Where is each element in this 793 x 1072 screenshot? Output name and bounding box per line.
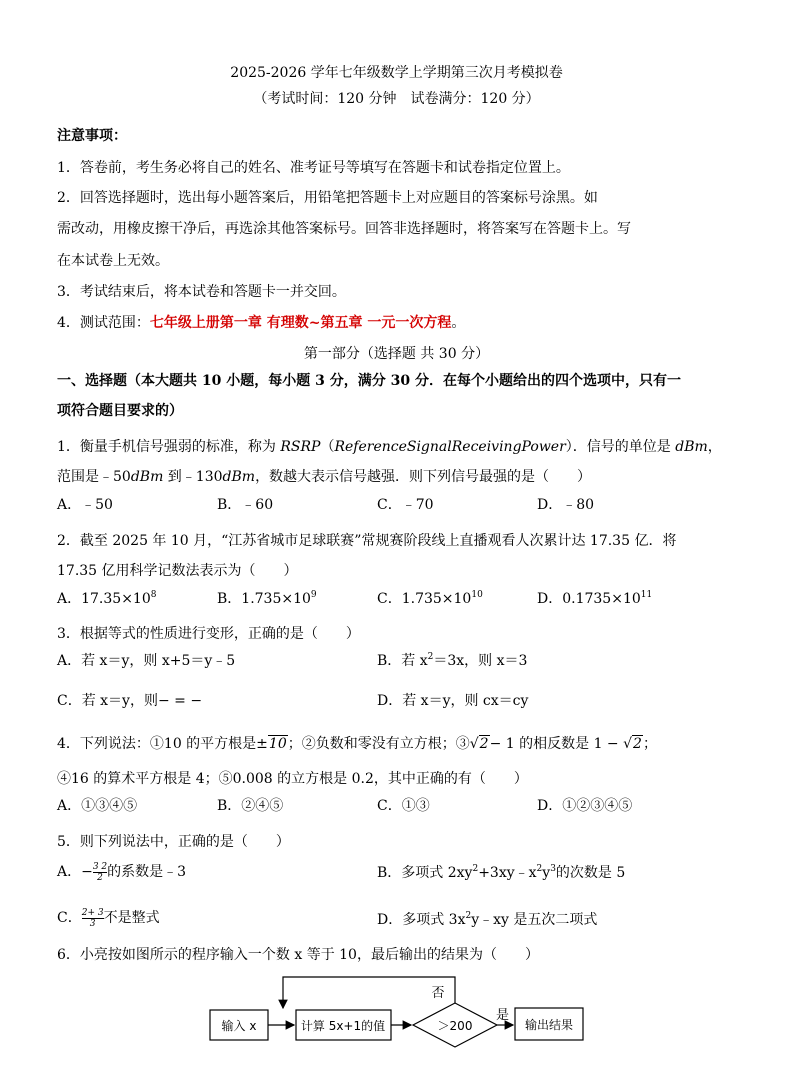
note-2-line2: 需改动，用橡皮擦干净后，再选涂其他答案标号。回答非选择题时，将答案写在答题卡上。写 xyxy=(57,221,631,237)
test-range: 七年级上册第一章 有理数~第五章 一元一次方程 xyxy=(149,315,452,331)
output-label: 输出结果 xyxy=(524,1018,574,1032)
q5-option-b: B．多项式 $2xy^2+3xy﹣x^2y^3$的次数是 5 xyxy=(377,864,626,881)
q3-option-d: D．若 x＝y，则 cx＝cy xyxy=(377,693,529,709)
q1-stem-line1: 1．衡量手机信号强弱的标准，称为 RSRP（ReferenceSignalReceivingPower）．信号的单位是 dBm， xyxy=(57,439,722,455)
notes-heading: 注意事项： xyxy=(57,128,127,144)
note-1: 1．答卷前，考生务必将自己的姓名、准考证号等填写在答题卡和试卷指定位置上。 xyxy=(57,160,570,176)
flowchart xyxy=(200,972,600,1062)
section-heading-line2: 项符合题目要求的） xyxy=(57,403,183,419)
compute-label: 计算 5x+1的值 xyxy=(300,1019,386,1033)
note-2-line1: 2．回答选择题时，选出每小题答案后，用铅笔把答题卡上对应题目的答案标号涂黑。如 xyxy=(57,190,598,206)
q3-option-a: A．若 x＝y，则 x+5＝y﹣5 xyxy=(57,653,236,669)
q1-option-c: C．﹣70 xyxy=(377,497,434,513)
q5-option-c: C． $\frac{2+ 3}{3}$ 不是整式 xyxy=(57,907,160,929)
q2-option-a: A．$17.35\times 10^8$ xyxy=(57,590,157,607)
note-3: 3．考试结束后，将本试卷和答题卡一并交回。 xyxy=(57,284,346,300)
q1-option-b: B．﹣60 xyxy=(217,497,274,513)
q1-option-a: A．﹣50 xyxy=(57,497,113,513)
q4-option-d: D．①②③④⑤ xyxy=(537,798,633,814)
q2-stem-line1: 2．截至 2025 年 10 月，“江苏省城市足球联赛”常规赛阶段线上直播观看人次累计达 17.35 亿．将 xyxy=(57,533,677,549)
q3-option-b: B．若 $x^2=3x$，则 x＝3 xyxy=(377,652,528,669)
q5-option-d: D．多项式 $3x^2y﹣xy$ 是五次二项式 xyxy=(377,911,598,928)
q4-option-b: B．②④⑤ xyxy=(217,798,284,814)
q2-stem-line2: 17.35 亿用科学记数法表示为（ ） xyxy=(57,563,298,579)
q4-option-c: C．①③ xyxy=(377,798,430,814)
q3-stem: 3．根据等式的性质进行变形，正确的是（ ） xyxy=(57,626,360,642)
yes-label: 是 xyxy=(496,1008,510,1023)
q5-stem: 5．则下列说法中，正确的是（ ） xyxy=(57,834,290,850)
q1-option-d: D．﹣80 xyxy=(537,497,595,513)
note-4: 4．测试范围：七年级上册第一章 有理数~第五章 一元一次方程。 xyxy=(57,315,466,331)
note-2-line3: 在本试卷上无效。 xyxy=(57,253,169,269)
no-loop-arrow xyxy=(283,977,455,1008)
no-label: 否 xyxy=(431,986,445,1001)
page-title: 2025-2026 学年七年级数学上学期第三次月考模拟卷 xyxy=(230,65,563,81)
condition-label: ＞200 xyxy=(437,1019,473,1033)
q6-stem: 6．小亮按如图所示的程序输入一个数 x 等于 10，最后输出的结果为（ ） xyxy=(57,947,539,963)
q5-option-a: A．− $\frac{3 2}{2}$ 的系数是﹣3 xyxy=(57,861,187,883)
q2-option-c: C．$1.735\times 10^{10}$ xyxy=(377,590,483,607)
section-heading-line1: 一、选择题（本大题共 10 小题，每小题 3 分，满分 30 分．在每个小题给出的四个选项中，只有一 xyxy=(57,373,681,389)
q1-stem-line2: 范围是﹣50dBm 到﹣130dBm，数越大表示信号越强．则下列信号最强的是（ ） xyxy=(57,469,592,485)
q2-option-b: B．$1.735\times 10^9$ xyxy=(217,590,317,607)
part1-title: 第一部分（选择题 共 30 分） xyxy=(303,346,490,362)
q4-option-a: A．①③④⑤ xyxy=(57,798,138,814)
q4-stem-line1: 4．下列说法：①10 的平方根是±10；②负数和零没有立方根；③√2− 1 的相反数是 1 − √2； xyxy=(57,736,657,752)
input-label: 输入 x xyxy=(221,1019,257,1033)
q4-stem-line2: ④16 的算术平方根是 4；⑤0.008 的立方根是 0.2，其中正确的有（ ） xyxy=(57,771,528,787)
q2-option-d: D．$0.1735\times 10^{11}$ xyxy=(537,590,653,607)
page-subtitle: （考试时间：120 分钟 试卷满分：120 分） xyxy=(253,91,540,107)
q3-option-c: C．若 x＝y，则− = − xyxy=(57,693,203,709)
